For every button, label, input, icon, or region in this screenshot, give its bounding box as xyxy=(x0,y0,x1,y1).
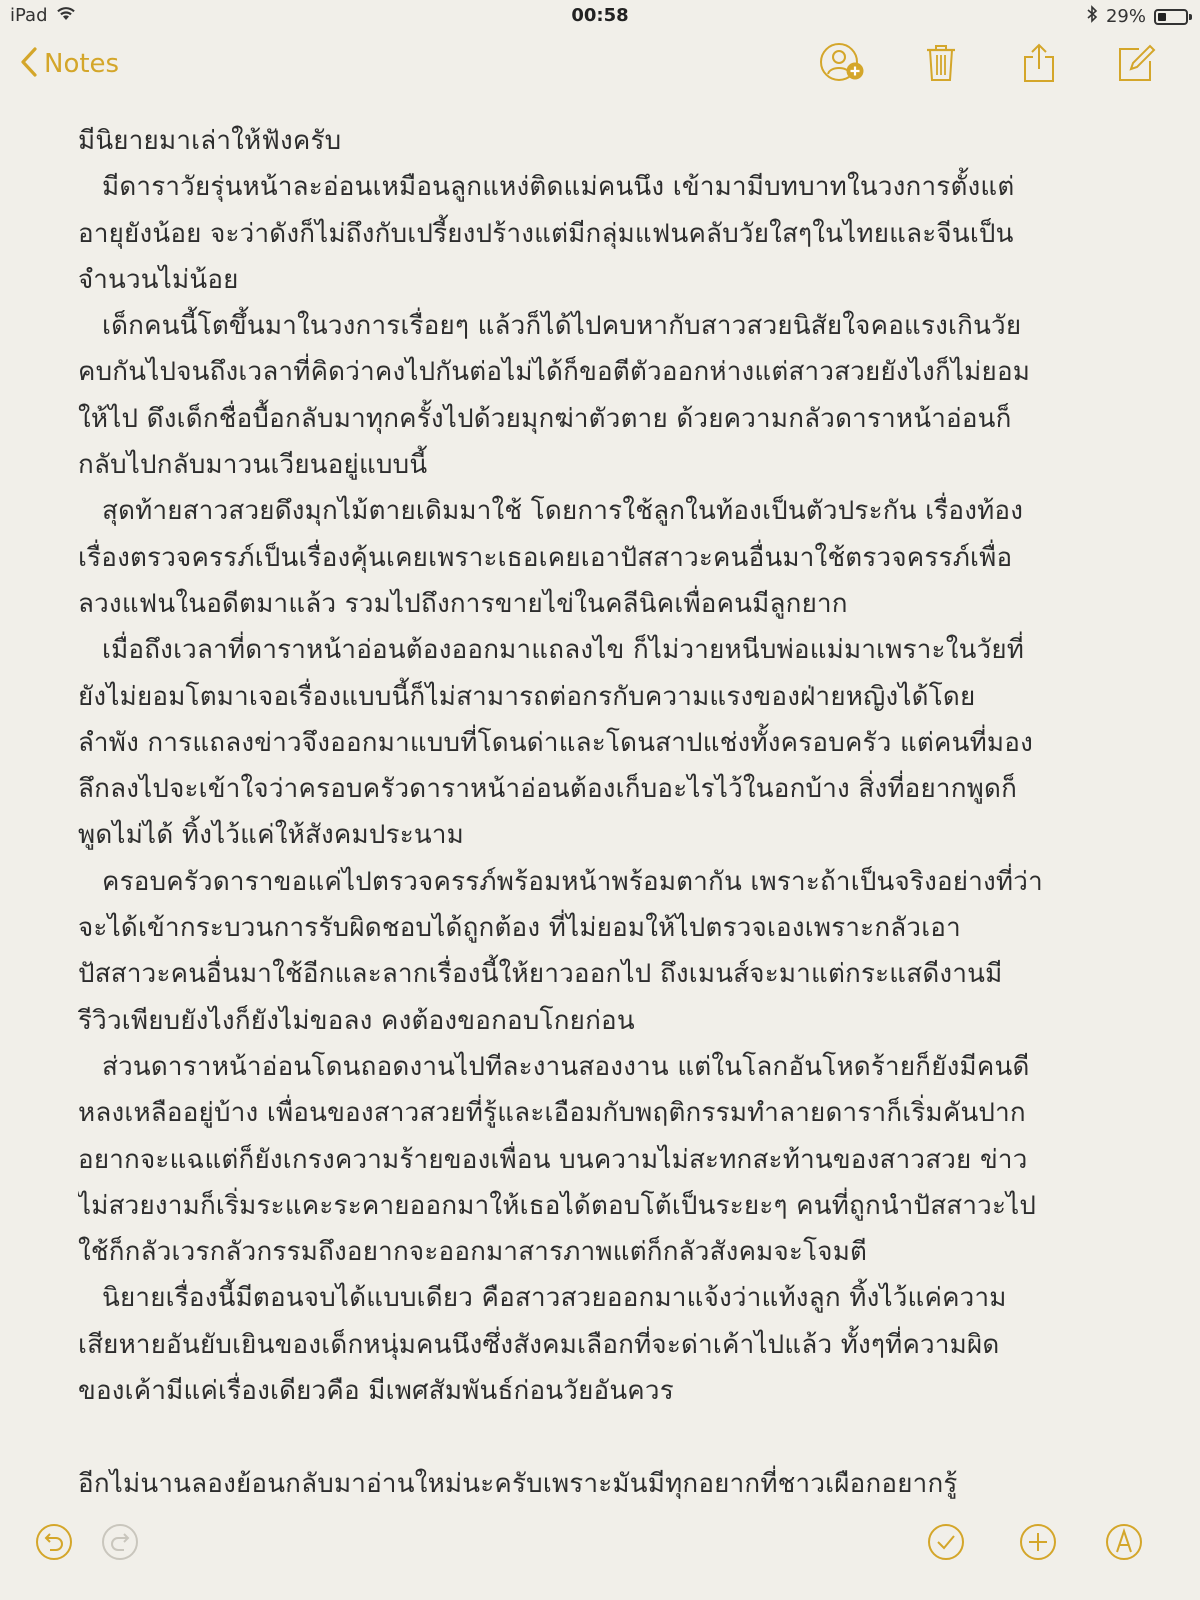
add-attachment-button[interactable] xyxy=(1018,1524,1058,1564)
checklist-icon xyxy=(926,1522,966,1566)
note-line: ครอบครัวดาราขอแค่ไปตรวจครรภ์พร้อมหน้าพร้อมตากัน เพราะถ้าเป็นจริงอย่างที่ว่า xyxy=(102,866,1043,897)
nav-bar xyxy=(0,34,1200,98)
note-line: เด็กคนนี้โตขึ้นมาในวงการเรื่อยๆ แล้วก็ได้ไปคบหากับสาวสวยนิสัยใจคอแรงเกินวัย xyxy=(102,311,1022,342)
redo-button[interactable] xyxy=(100,1524,140,1564)
note-line: หลงเหลืออยู่บ้าง เพื่อนของสาวสวยที่รู้และเอือมกับพฤติกรรมทำลายดาราก็เริ่มคันปาก xyxy=(78,1098,1026,1129)
delete-button[interactable] xyxy=(918,42,964,88)
status-time: 00:58 xyxy=(571,5,629,26)
note-line: มีนิยายมาเล่าให้ฟังครับ xyxy=(78,126,342,156)
note-line: อยากจะแฉแต่ก็ยังเกรงความร้ายของเพื่อน บนความไม่สะทกสะท้านของสาวสวย ข่าว xyxy=(78,1144,1028,1175)
note-line: อีกไม่นานลองย้อนกลับมาอ่านใหม่นะครับเพราะมันมีทุกอยากที่ชาวเผือกอยากรู้ xyxy=(78,1468,958,1499)
trash-icon xyxy=(925,42,957,88)
note-line: ลึกลงไปจะเข้าใจว่าครอบครัวดาราหน้าอ่อนต้องเก็บอะไรไว้ในอกบ้าง สิ่งที่อยากพูดก็ xyxy=(78,774,1018,805)
note-line: จะได้เข้ากระบวนการรับผิดชอบได้ถูกต้อง ที่ไม่ยอมให้ไปตรวจเองเพราะกลัวเอา xyxy=(78,913,961,944)
note-line: เรื่องตรวจครรภ์เป็นเรื่องคุ้นเคยเพราะเธอเคยเอาปัสสาวะคนอื่นมาใช้ตรวจครรภ์เพื่อ xyxy=(78,542,1013,573)
share-button[interactable] xyxy=(1016,42,1062,88)
undo-button[interactable] xyxy=(34,1524,74,1564)
battery-icon xyxy=(1154,9,1188,25)
note-line: ลวงแฟนในอดีตมาแล้ว รวมไปถึงการขายไข่ในคลีนิคเพื่อคนมีลูกยาก xyxy=(78,588,848,619)
status-bar xyxy=(0,0,1200,34)
back-button[interactable] xyxy=(20,46,119,82)
redo-icon xyxy=(100,1522,140,1566)
note-line: มีดาราวัยรุ่นหน้าละอ่อนเหมือนลูกแหง่ติดแม่คนนึง เข้ามามีบทบาทในวงการตั้งแต่ xyxy=(102,172,1015,203)
battery-percent: 29% xyxy=(1105,6,1146,27)
back-label: Notes xyxy=(44,49,120,79)
status-right xyxy=(1086,5,1188,28)
note-line: ใช้ก็กลัวเวรกลัวกรรมถึงอยากจะออกมาสารภาพแต่ก็กลัวสังคมจะโจมตี xyxy=(78,1237,868,1268)
note-line: ยังไม่ยอมโตมาเจอเรื่องแบบนี้ก็ไม่สามารถต่อกรกับความแรงของฝ่ายหญิงได้โดย xyxy=(78,681,976,712)
chevron-left-icon xyxy=(20,46,38,82)
note-line: เสียหายอันยับเยินของเด็กหนุ่มคนนึงซึ่งสังคมเลือกที่จะด่าเค้าไปแล้ว ทั้งๆที่ความผิด xyxy=(78,1329,1000,1360)
note-line: ปัสสาวะคนอื่นมาใช้อีกและลากเรื่องนี้ให้ยาวออกไป ถึงเมนส์จะมาแต่กระแสดีงานมี xyxy=(78,959,1003,990)
markup-icon xyxy=(1104,1522,1144,1566)
note-line: จำนวนไม่น้อย xyxy=(78,264,239,295)
compose-button[interactable] xyxy=(1114,42,1160,88)
note-body[interactable] xyxy=(78,118,1118,1507)
share-icon xyxy=(1022,42,1056,88)
note-line: เมื่อถึงเวลาที่ดาราหน้าอ่อนต้องออกมาแถลงไข ก็ไม่วายหนีบพ่อแม่มาเพราะในวัยที่ xyxy=(102,635,1025,666)
note-line: ส่วนดาราหน้าอ่อนโดนถอดงานไปทีละงานสองงาน แต่ในโลกอันโหดร้ายก็ยังมีคนดี xyxy=(102,1051,1030,1082)
markup-button[interactable] xyxy=(1104,1524,1144,1564)
add-person-button[interactable] xyxy=(820,42,866,88)
device-label: iPad xyxy=(10,5,48,26)
note-line: พูดไม่ได้ ทิ้งไว้แค่ให้สังคมประนาม xyxy=(78,820,464,851)
note-line xyxy=(78,1414,1118,1460)
note-line: ลำพัง การแถลงข่าวจึงออกมาแบบที่โดนด่าและโดนสาปแช่งทั้งครอบครัว แต่คนที่มอง xyxy=(78,727,1033,758)
nav-actions xyxy=(820,42,1160,88)
compose-icon xyxy=(1117,43,1157,87)
note-line: กลับไปกลับมาวนเวียนอยู่แบบนี้ xyxy=(78,450,428,481)
battery-level xyxy=(1158,13,1166,21)
note-line: อายุยังน้อย จะว่าดังก็ไม่ถึงกับเปรี้ยงปร้างแต่มีกลุ่มแฟนคลับวัยใสๆในไทยและจีนเป็น xyxy=(78,218,1014,249)
add-icon xyxy=(1018,1522,1058,1566)
note-line: สุดท้ายสาวสวยดึงมุกไม้ตายเดิมมาใช้ โดยการใช้ลูกในท้องเป็นตัวประกัน เรื่องท้อง xyxy=(102,496,1024,527)
note-line: ไม่สวยงามก็เริ่มระแคะระคายออกมาให้เธอได้ตอบโต้เป็นระยะๆ คนที่ถูกนำปัสสาวะไป xyxy=(78,1190,1037,1221)
note-line: ให้ไป ดึงเด็กชื่อบื้อกลับมาทุกครั้งไปด้วยมุกฆ่าตัวตาย ด้วยความกลัวดาราหน้าอ่อนก็ xyxy=(78,403,1012,434)
note-line: คบกันไปจนถึงเวลาที่คิดว่าคงไปกันต่อไม่ได้ก็ขอตีตัวออกห่างแต่สาวสวยยังไงก็ไม่ยอม xyxy=(78,357,1031,388)
bottom-toolbar xyxy=(0,1510,1200,1600)
bluetooth-icon xyxy=(1086,5,1098,28)
undo-icon xyxy=(34,1522,74,1566)
note-line: ของเค้ามีแค่เรื่องเดียวคือ มีเพศสัมพันธ์ก่อนวัยอันควร xyxy=(78,1376,674,1407)
note-line: นิยายเรื่องนี้มีตอนจบได้แบบเดียว คือสาวสวยออกมาแจ้งว่าแท้งลูก ทิ้งไว้แค่ความ xyxy=(102,1283,1007,1314)
checklist-button[interactable] xyxy=(926,1524,966,1564)
add-person-icon xyxy=(817,40,869,90)
note-line: รีวิวเพียบยังไงก็ยังไม่ขอลง คงต้องขอกอบโกยก่อน xyxy=(78,1005,635,1036)
